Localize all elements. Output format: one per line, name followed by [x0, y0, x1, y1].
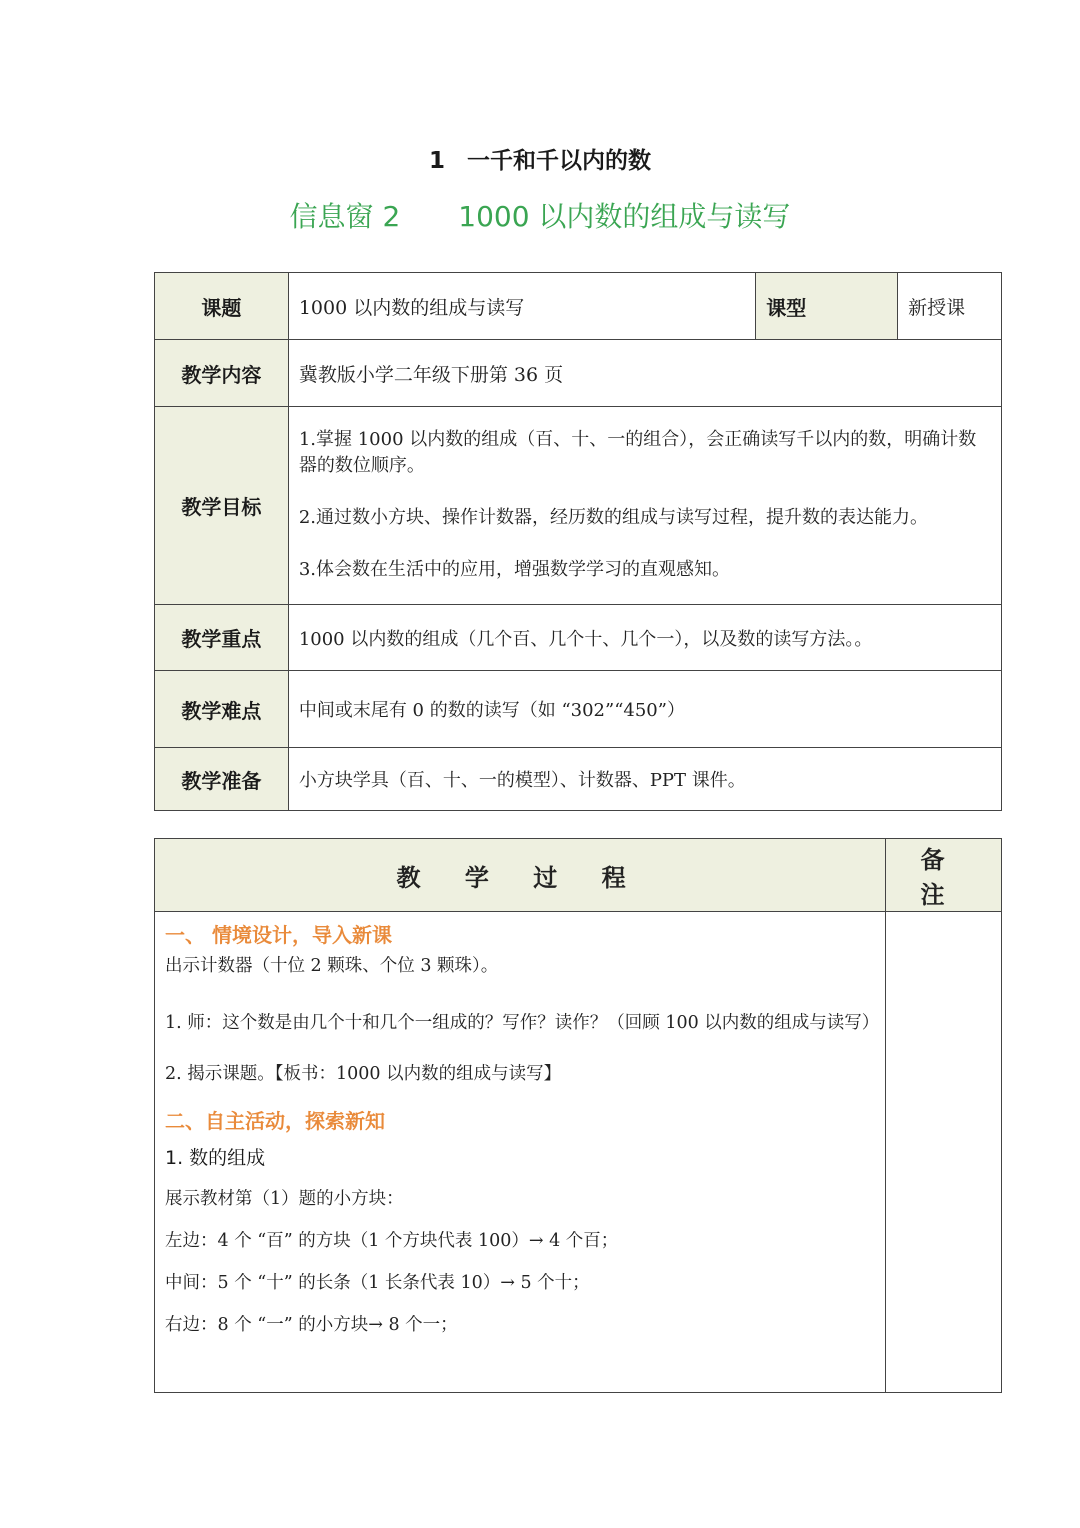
unit-number: 1 — [428, 148, 445, 174]
prep-row — [155, 748, 1002, 811]
lesson-info-table — [154, 272, 1002, 811]
content-row — [155, 340, 1002, 407]
difficulty-row — [155, 671, 1002, 748]
lesson-title-text: 1000 以内数的组成与读写 — [458, 200, 791, 233]
key-row — [155, 605, 1002, 671]
goals-row — [155, 407, 1002, 605]
lesson-prefix: 信息窗 2 — [289, 200, 401, 233]
notes-cell — [886, 912, 1002, 1393]
key-label: 教学重点 — [155, 605, 289, 671]
goal-item: 1.掌握 1000 以内数的组成（百、十、一的组合），会正确读写千以内的数，明确计数器的数位顺序。 — [298, 428, 977, 476]
content-label: 教学内容 — [155, 340, 289, 407]
key-value: 1000 以内数的组成（几个百、几个十、几个一），以及数的读写方法。。 — [288, 605, 1001, 671]
lesson-title — [0, 195, 1080, 235]
goals-list — [288, 407, 1001, 605]
process-line: 出示计数器（十位 2 颗珠、个位 3 颗珠）。 — [165, 956, 499, 976]
notes-header: 备 注 — [886, 839, 1002, 912]
prep-label: 教学准备 — [155, 748, 289, 811]
process-line: 2. 揭示课题。【板书：1000 以内数的组成与读写】 — [165, 1064, 562, 1084]
difficulty-label: 教学难点 — [155, 671, 289, 748]
process-header: 教 学 过 程 — [155, 839, 886, 912]
unit-title-text: 一千和千以内的数 — [467, 148, 651, 174]
difficulty-value: 中间或末尾有 0 的数的读写（如 “302”“450”） — [288, 671, 1001, 748]
process-line: 1. 师：这个数是由几个十和几个一组成的？写作？读作？（回顾 100 以内数的组成与读写） — [165, 1013, 880, 1033]
type-label: 课型 — [756, 273, 898, 340]
unit-title — [0, 142, 1080, 175]
process-line: 展示教材第（1）题的小方块： — [165, 1189, 404, 1209]
type-value: 新授课 — [898, 273, 1002, 340]
teaching-process-table — [154, 838, 1002, 1393]
process-line: 右边：8 个 “一” 的小方块→ 8 个一； — [165, 1315, 458, 1335]
topic-row — [155, 273, 1002, 340]
process-header-row — [155, 839, 1002, 912]
process-body-row — [155, 912, 1002, 1393]
process-content — [155, 912, 886, 1393]
goals-label: 教学目标 — [155, 407, 289, 605]
goal-item: 3.体会数在生活中的应用，增强数学学习的直观感知。 — [298, 558, 730, 580]
goal-item: 2.通过数小方块、操作计数器，经历数的组成与读写过程，提升数的表达能力。 — [298, 506, 928, 528]
topic-label: 课题 — [155, 273, 289, 340]
prep-value: 小方块学具（百、十、一的模型）、计数器、PPT 课件。 — [288, 748, 1001, 811]
content-value: 冀教版小学二年级下册第 36 页 — [288, 340, 1001, 407]
section2-title: 二、自主活动，探索新知 — [165, 1109, 385, 1133]
process-line: 左边：4 个 “百” 的方块（1 个方块代表 100）→ 4 个百； — [165, 1231, 619, 1251]
section2-subtitle: 1. 数的组成 — [165, 1147, 266, 1169]
topic-value: 1000 以内数的组成与读写 — [288, 273, 755, 340]
process-line: 中间：5 个 “十” 的长条（1 长条代表 10）→ 5 个十； — [165, 1273, 590, 1293]
section1-title: 一、 情境设计，导入新课 — [165, 923, 392, 947]
